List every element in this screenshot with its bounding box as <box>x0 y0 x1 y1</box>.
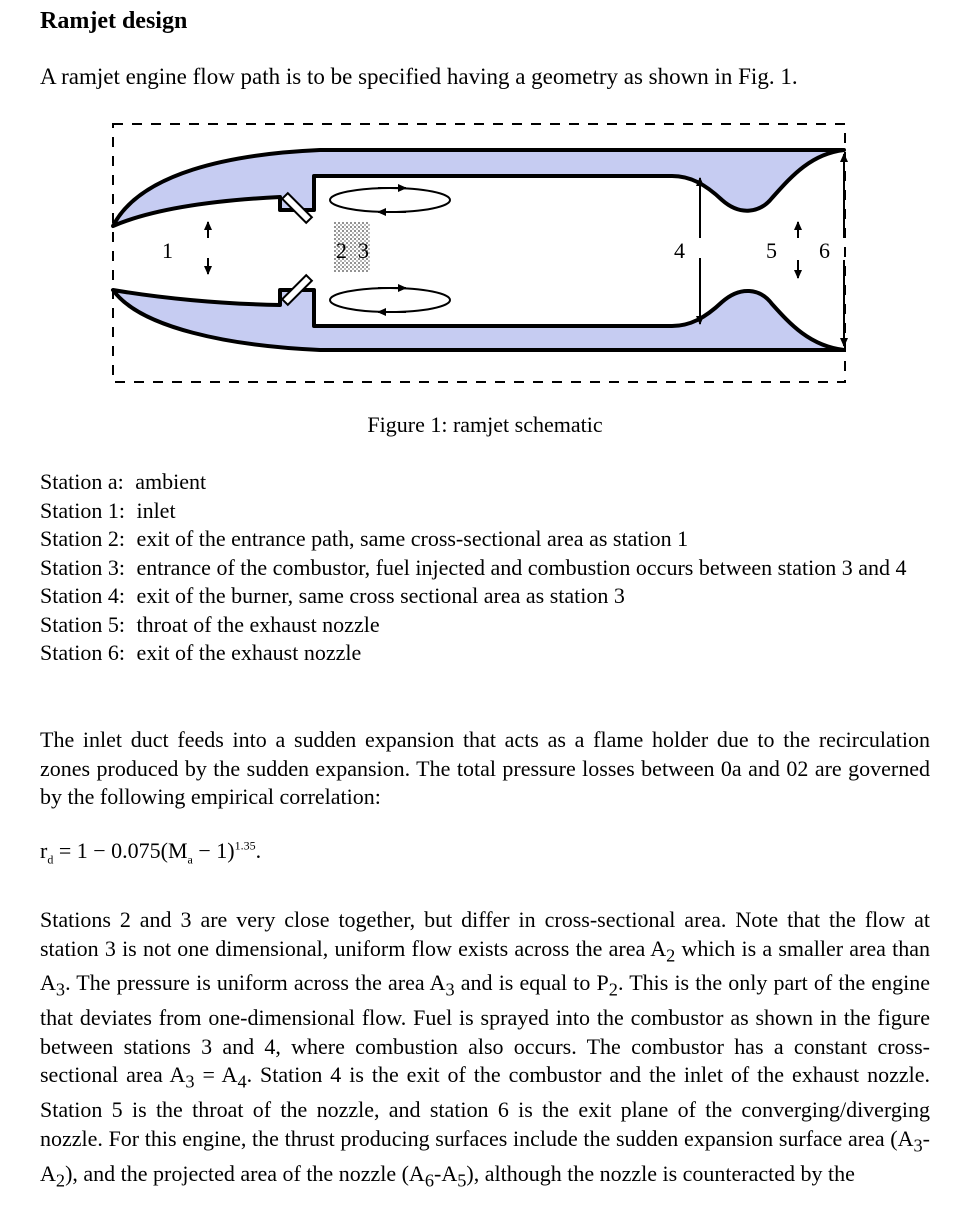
recirculation-zone-upper <box>330 188 450 212</box>
station-label-5: 5 <box>766 238 777 263</box>
station-row: Station 3: entrance of the combustor, fuel injected and combustion occurs between station 3 and 4 <box>40 554 907 580</box>
station-label-6: 6 <box>819 238 830 263</box>
station-row: Station 4: exit of the burner, same cross sectional area as station 3 <box>40 583 625 608</box>
paragraph-sudden-expansion: The inlet duct feeds into a sudden expansion that acts as a flame holder due to the recirculation zones produced by the sudden expansion. The total pressure losses between 0a and 02 are governed by the following empirical correlation: <box>40 727 930 809</box>
station-label-1: 1 <box>162 238 173 263</box>
ramjet-figure <box>110 118 850 386</box>
recirculation-zone-lower <box>330 288 450 312</box>
lower-engine-wall <box>113 290 844 350</box>
station-row: Station 2: exit of the entrance path, same cross-sectional area as station 1 <box>40 526 689 551</box>
station-row: Station 6: exit of the exhaust nozzle <box>40 640 362 665</box>
station-label-4: 4 <box>674 238 685 263</box>
paragraph-stations-detail: Stations 2 and 3 are very close together, but differ in cross-sectional area. Note that the flow at station 3 is not one dimensional, uniform flow exists across the area $A_2$ which is a smaller area than $A_3$. The pressure is uniform across the area $A_3$ and is equal to $P_2$. This is the only part of the engine that deviates from one-dimensional flow. Fuel is sprayed into the combustor as shown in the figure between stations 3 and 4, where combustion also occurs. The combustor has a constant cross-sectional area $A_3 = A_4$. Station 4 is the exit of the combustor and the inlet of the exhaust nozzle. Station 5 is the throat of the nozzle, and station 6 is the exit plane of the converging/diverging nozzle. For this engine, the thrust producing surfaces include the sudden expansion surface area $(A_3-A_2)$, and the projected area of the nozzle $(A_6-A_5)$, although the nozzle is counteracted by the <box>40 907 930 1190</box>
station-row: Station 5: throat of the exhaust nozzle <box>40 611 380 637</box>
document-title: Ramjet design <box>40 8 188 34</box>
station-list <box>40 468 930 668</box>
pressure-loss-formula: $r_d = 1 - 0.075(M_a - 1)^{1.35}$. <box>40 838 262 867</box>
intro-text: A ramjet engine flow path is to be specified having a geometry as shown in Fig. 1. <box>40 64 798 89</box>
station-label-3: 3 <box>358 238 369 263</box>
upper-engine-wall <box>113 150 844 226</box>
ramjet-schematic <box>110 118 850 386</box>
figure-caption: Figure 1: ramjet schematic <box>367 412 603 437</box>
station-label-2: 2 <box>336 238 347 263</box>
station-row: Station 1: inlet <box>40 497 176 523</box>
station-row: Station a: ambient <box>40 469 207 494</box>
